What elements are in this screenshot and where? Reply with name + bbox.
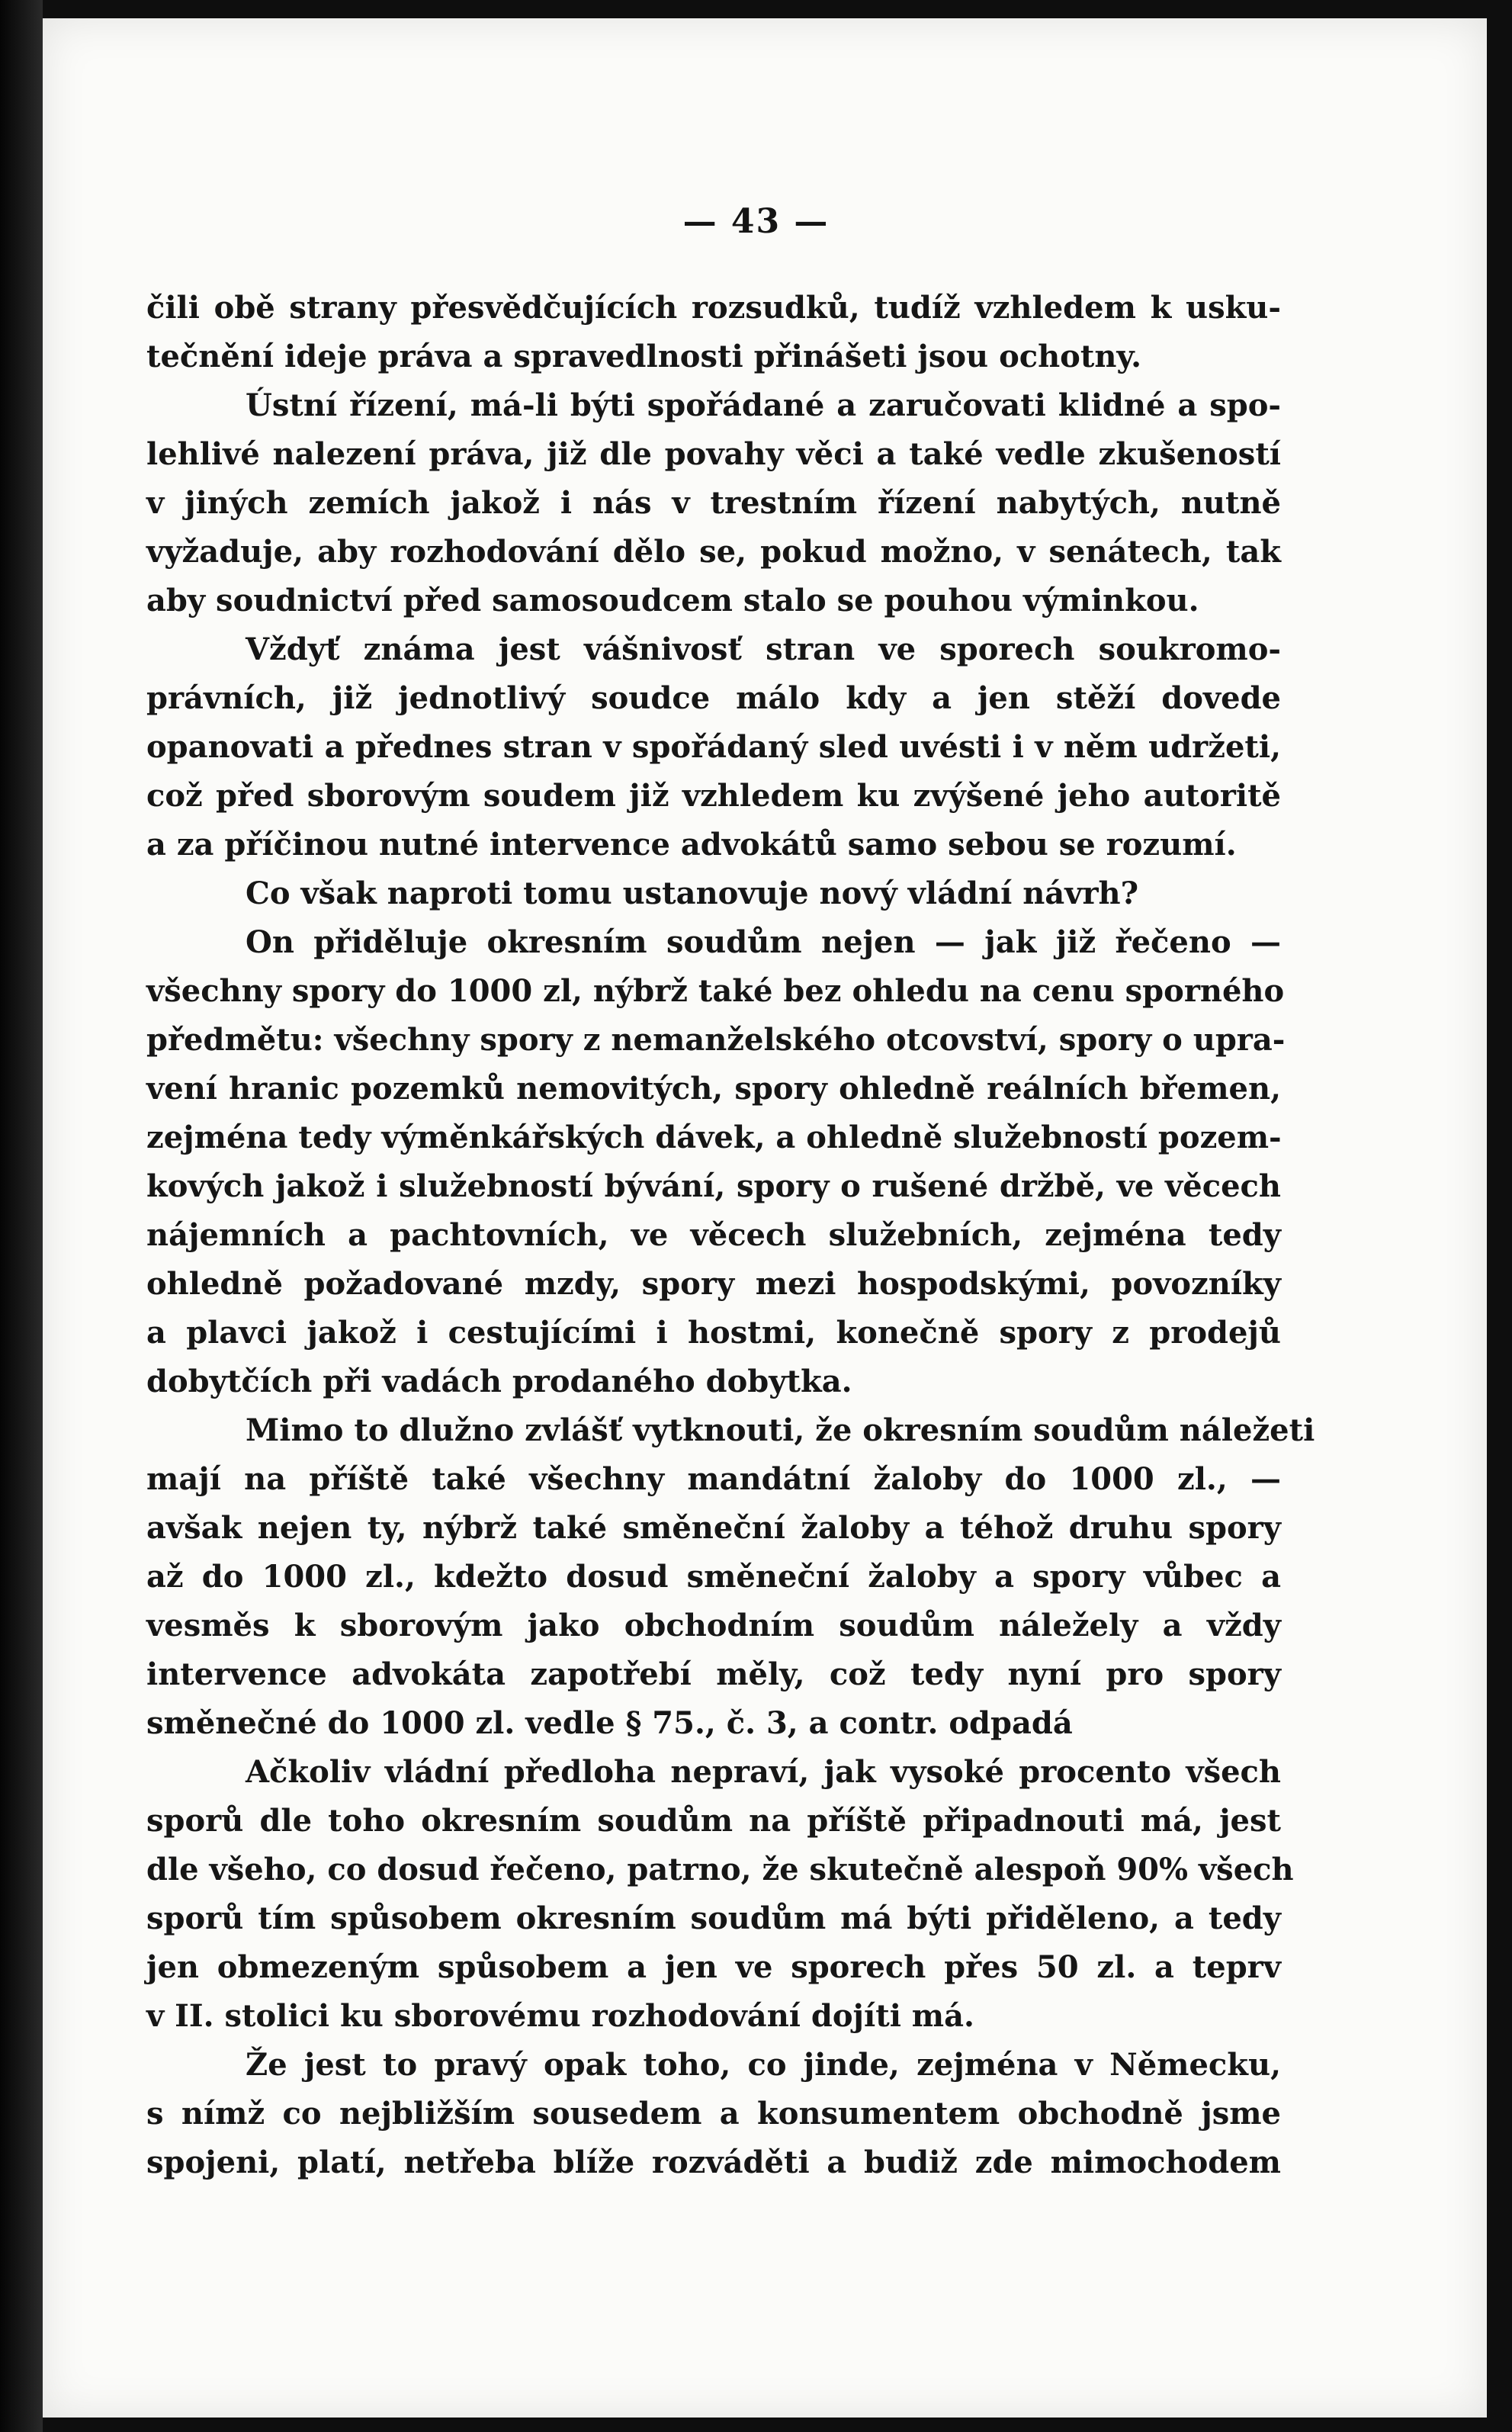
text-line: sporů dle toho okresním soudům na příště připadnouti má, jest: [146, 1803, 1281, 1839]
text-line: směnečné do 1000 zl. vedle § 75., č. 3, a contr. odpadá: [146, 1705, 1073, 1741]
text-line: avšak nejen ty, nýbrž také směneční žaloby a téhož druhu spory: [146, 1510, 1281, 1546]
text-line: Ústní řízení, má-li býti spořádané a zaručovati klidné a spo-: [246, 387, 1281, 423]
text-line: intervence advokáta zapotřebí měly, což tedy nyní pro spory: [146, 1656, 1281, 1692]
text-line: což před sborovým soudem již vzhledem ku zvýšené jeho autoritě: [146, 778, 1281, 814]
text-line: mají na příště také všechny mandátní žaloby do 1000 zl., —: [146, 1461, 1281, 1497]
text-line: ohledně požadované mzdy, spory mezi hospodskými, povozníky: [146, 1266, 1281, 1302]
text-line: kových jakož i služebností bývání, spory o rušené držbě, ve věcech: [146, 1168, 1281, 1204]
text-line: aby soudnictví před samosoudcem stalo se pouhou výminkou.: [146, 583, 1199, 618]
body-text: [146, 284, 1315, 2187]
text-line: lehlivé nalezení práva, již dle povahy věci a také vedle zkušeností: [146, 436, 1281, 472]
text-line: v II. stolici ku sborovému rozhodování dojíti má.: [146, 1998, 974, 2034]
text-line: sporů tím spůsobem okresním soudům má býti přiděleno, a tedy: [146, 1900, 1281, 1936]
text-line: tečnění ideje práva a spravedlnosti přinášeti jsou ochotny.: [146, 339, 1141, 374]
text-line: jen obmezeným spůsobem a jen ve sporech přes 50 zl. a teprv: [146, 1949, 1281, 1985]
text-line: spojeni, platí, netřeba blíže rozváděti a budiž zde mimochodem: [146, 2144, 1281, 2180]
text-line: právních, již jednotlivý soudce málo kdy a jen stěží dovede: [146, 680, 1281, 716]
text-line: s nímž co nejbližším sousedem a konsumentem obchodně jsme: [146, 2096, 1281, 2132]
text-line: opanovati a přednes stran v spořádaný sled uvésti i v něm udržeti,: [146, 729, 1281, 765]
text-line: Mimo to dlužno zvlášť vytknouti, že okresním soudům náležeti: [246, 1412, 1315, 1448]
text-line: Ačkoliv vládní předloha nepraví, jak vysoké procento všech: [246, 1754, 1281, 1790]
text-line: až do 1000 zl., kdežto dosud směneční žaloby a spory vůbec a: [146, 1559, 1281, 1595]
text-line: On přiděluje okresním soudům nejen — jak již řečeno —: [246, 924, 1281, 960]
text-line: a za příčinou nutné intervence advokátů samo sebou se rozumí.: [146, 827, 1237, 863]
text-line: vesměs k sborovým jako obchodním soudům náležely a vždy: [146, 1608, 1281, 1643]
text-line: čili obě strany přesvědčujících rozsudků, tudíž vzhledem k usku-: [146, 290, 1281, 326]
text-line: Že jest to pravý opak toho, co jinde, zejména v Německu,: [246, 2047, 1281, 2083]
text-line: a plavci jakož i cestujícími i hostmi, konečně spory z prodejů: [146, 1315, 1281, 1351]
text-line: dobytčích při vadách prodaného dobytka.: [146, 1364, 852, 1399]
page-number: — 43 —: [682, 202, 830, 241]
text-line: předmětu: všechny spory z nemanželského otcovství, spory o upra-: [146, 1022, 1286, 1058]
text-line: všechny spory do 1000 zl, nýbrž také bez ohledu na cenu sporného: [146, 973, 1285, 1009]
text-line: nájemních a pachtovních, ve věcech služebních, zejména tedy: [146, 1217, 1281, 1253]
text-line: v jiných zemích jakož i nás v trestním řízení nabytých, nutně: [146, 485, 1281, 521]
text-line: zejména tedy výměnkářských dávek, a ohledně služebností pozem-: [146, 1120, 1282, 1155]
text-line: Co však naproti tomu ustanovuje nový vládní návrh?: [246, 875, 1139, 911]
text-line: vyžaduje, aby rozhodování dělo se, pokud možno, v senátech, tak: [146, 534, 1281, 570]
text-line: vení hranic pozemků nemovitých, spory ohledně reálních břemen,: [146, 1071, 1281, 1107]
text-line: Vždyť známa jest vášnivosť stran ve sporech soukromo-: [246, 631, 1281, 667]
text-line: dle všeho, co dosud řečeno, patrno, že skutečně alespoň 90% všech: [146, 1852, 1294, 1887]
binding-edge: [0, 0, 43, 2432]
